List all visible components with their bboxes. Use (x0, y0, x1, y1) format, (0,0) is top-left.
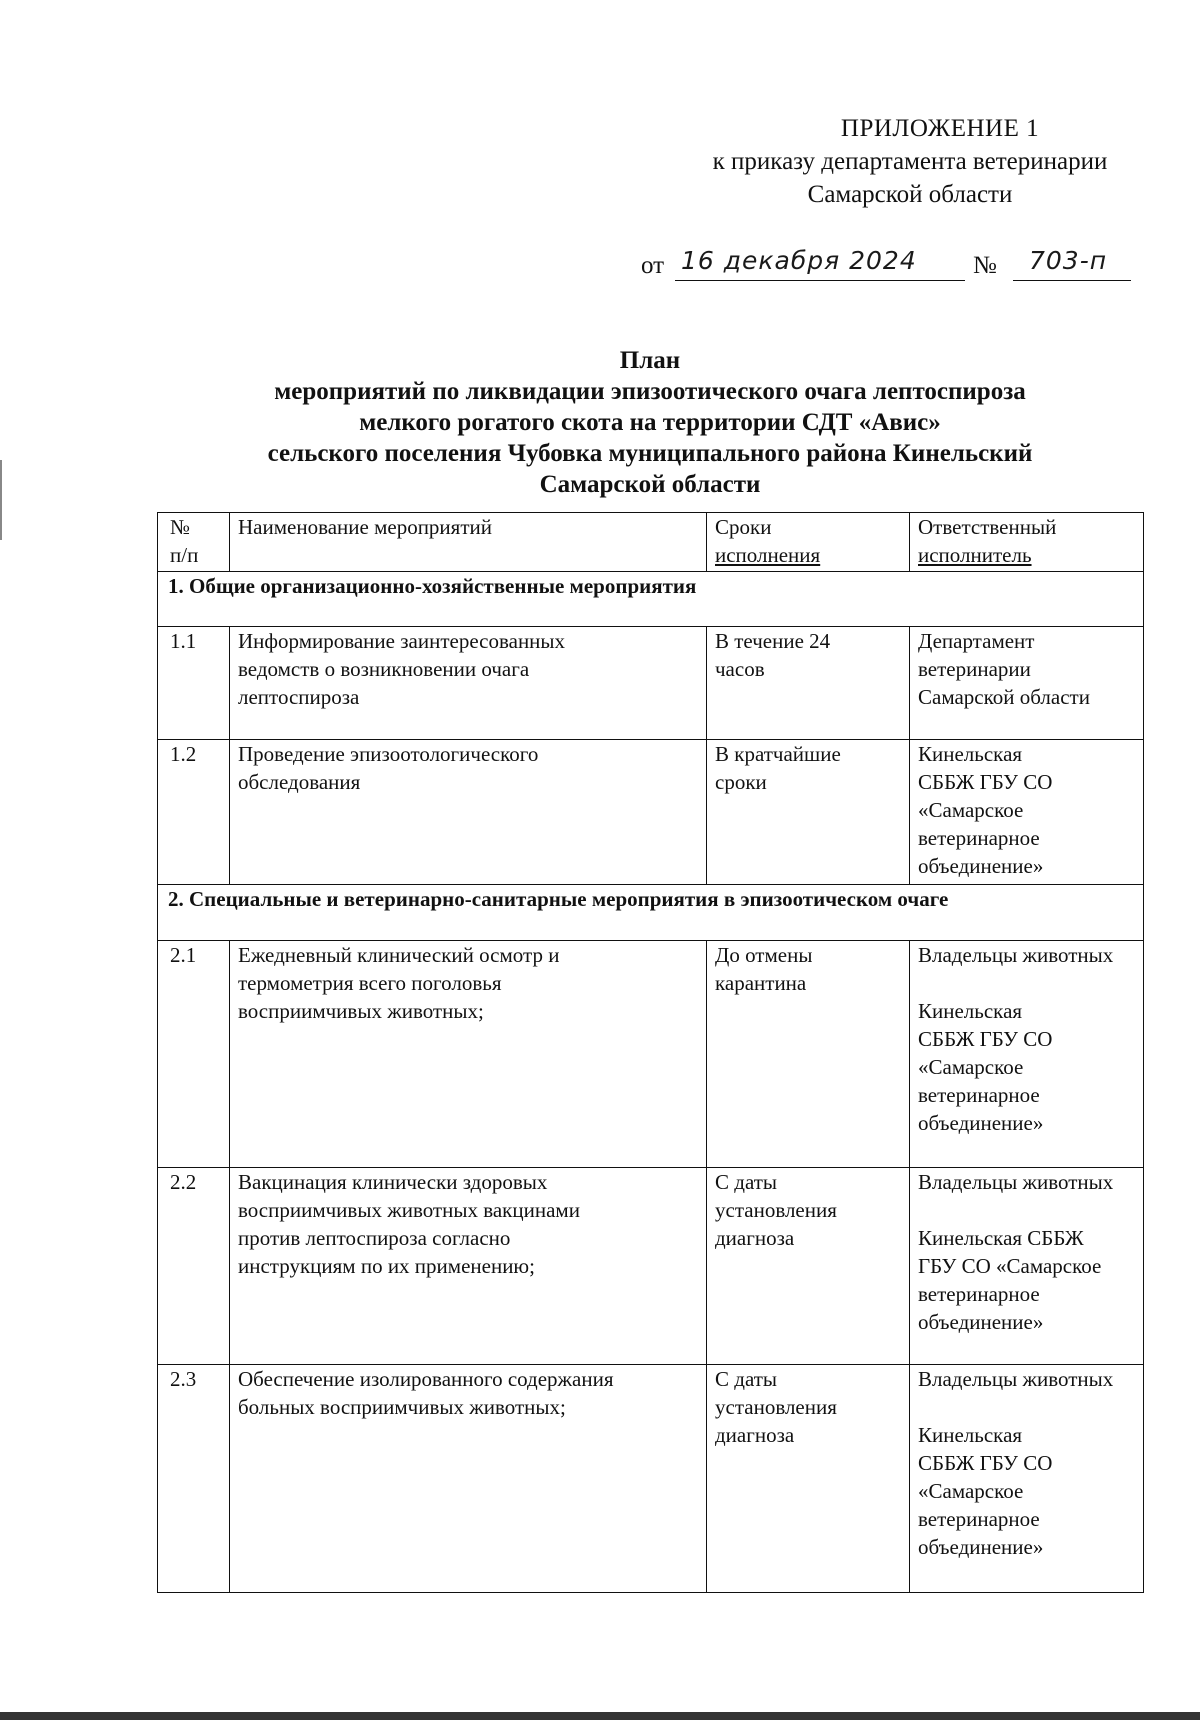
row-num: 2.1 (158, 941, 230, 1168)
order-date-handwritten: 16 декабря 2024 (681, 246, 917, 275)
header-responsible-line1: Ответственный (918, 515, 1057, 539)
table-row (158, 941, 1144, 1168)
row-term: С даты установления диагноза (707, 1365, 910, 1593)
header-term-line1: Сроки (715, 515, 772, 539)
header-term-line2: исполнения (715, 543, 821, 567)
order-date-number (641, 248, 1131, 288)
order-number-label: № (973, 252, 997, 279)
table-row (158, 627, 1144, 740)
appendix-block (660, 112, 1160, 211)
section-row (158, 885, 1144, 941)
row-num: 1.1 (158, 627, 230, 740)
table-row (158, 1365, 1144, 1593)
appendix-title: ПРИЛОЖЕНИЕ 1 (840, 115, 1040, 142)
row-num: 2.2 (158, 1168, 230, 1365)
section-title: 1. Общие организационно-хозяйственные мероприятия (158, 572, 1144, 627)
appendix-order-ref: к приказу департамента ветеринарии (712, 148, 1108, 175)
row-measure: Информирование заинтересованных ведомств о возникновении очага лептоспироза (230, 627, 707, 740)
row-measure: Ежедневный клинический осмотр и термометрия всего поголовья восприимчивых животных; (230, 941, 707, 1168)
row-term: В кратчайшие сроки (707, 740, 910, 885)
header-responsible (910, 513, 1144, 572)
row-responsible: Владельцы животных Кинельская СББЖ ГБУ СО «Самарское ветеринарное объединение» (910, 1365, 1144, 1593)
header-num: № п/п (158, 513, 230, 572)
header-responsible-line2: исполнитель (918, 543, 1032, 567)
appendix-region: Самарской области (807, 181, 1013, 208)
row-responsible: Владельцы животных Кинельская СББЖ ГБУ СО «Самарское ветеринарное объединение» (910, 941, 1144, 1168)
row-term: В течение 24 часов (707, 627, 910, 740)
order-from-label: от (641, 252, 665, 279)
header-name: Наименование мероприятий (230, 513, 707, 572)
table-row (158, 1168, 1144, 1365)
row-responsible: Департамент ветеринарии Самарской области (910, 627, 1144, 740)
plan-title-line: мелкого рогатого скота на территории СДТ «Авис» (359, 409, 941, 436)
table-row (158, 740, 1144, 885)
order-number-handwritten: 703-п (1029, 246, 1108, 275)
row-num: 1.2 (158, 740, 230, 885)
section-title: 2. Специальные и ветеринарно-санитарные мероприятия в эпизоотическом очаге (158, 885, 1144, 941)
row-measure: Вакцинация клинически здоровых восприимчивых животных вакцинами против лептоспироза согласно инструкциям по их применению; (230, 1168, 707, 1365)
row-num: 2.3 (158, 1365, 230, 1593)
section-row (158, 572, 1144, 627)
number-underline (1013, 280, 1131, 281)
row-term: До отмены карантина (707, 941, 910, 1168)
date-underline (675, 280, 965, 281)
plan-title-line: Самарской области (539, 471, 761, 498)
row-term: С даты установления диагноза (707, 1168, 910, 1365)
table-header-row (158, 513, 1144, 572)
plan-title (150, 345, 1150, 500)
scan-bottom-edge (0, 1712, 1200, 1720)
plan-title-line: План (619, 347, 681, 374)
row-responsible: Владельцы животных Кинельская СББЖ ГБУ СО «Самарское ветеринарное объединение» (910, 1168, 1144, 1365)
row-measure: Обеспечение изолированного содержания больных восприимчивых животных; (230, 1365, 707, 1593)
row-measure: Проведение эпизоотологического обследования (230, 740, 707, 885)
scan-edge-mark (0, 460, 2, 540)
row-responsible: Кинельская СББЖ ГБУ СО «Самарское ветеринарное объединение» (910, 740, 1144, 885)
plan-title-line: мероприятий по ликвидации эпизоотического очага лептоспироза (274, 378, 1026, 405)
plan-title-line: сельского поселения Чубовка муниципального района Кинельский (267, 440, 1033, 467)
measures-table (157, 512, 1144, 1593)
header-term (707, 513, 910, 572)
